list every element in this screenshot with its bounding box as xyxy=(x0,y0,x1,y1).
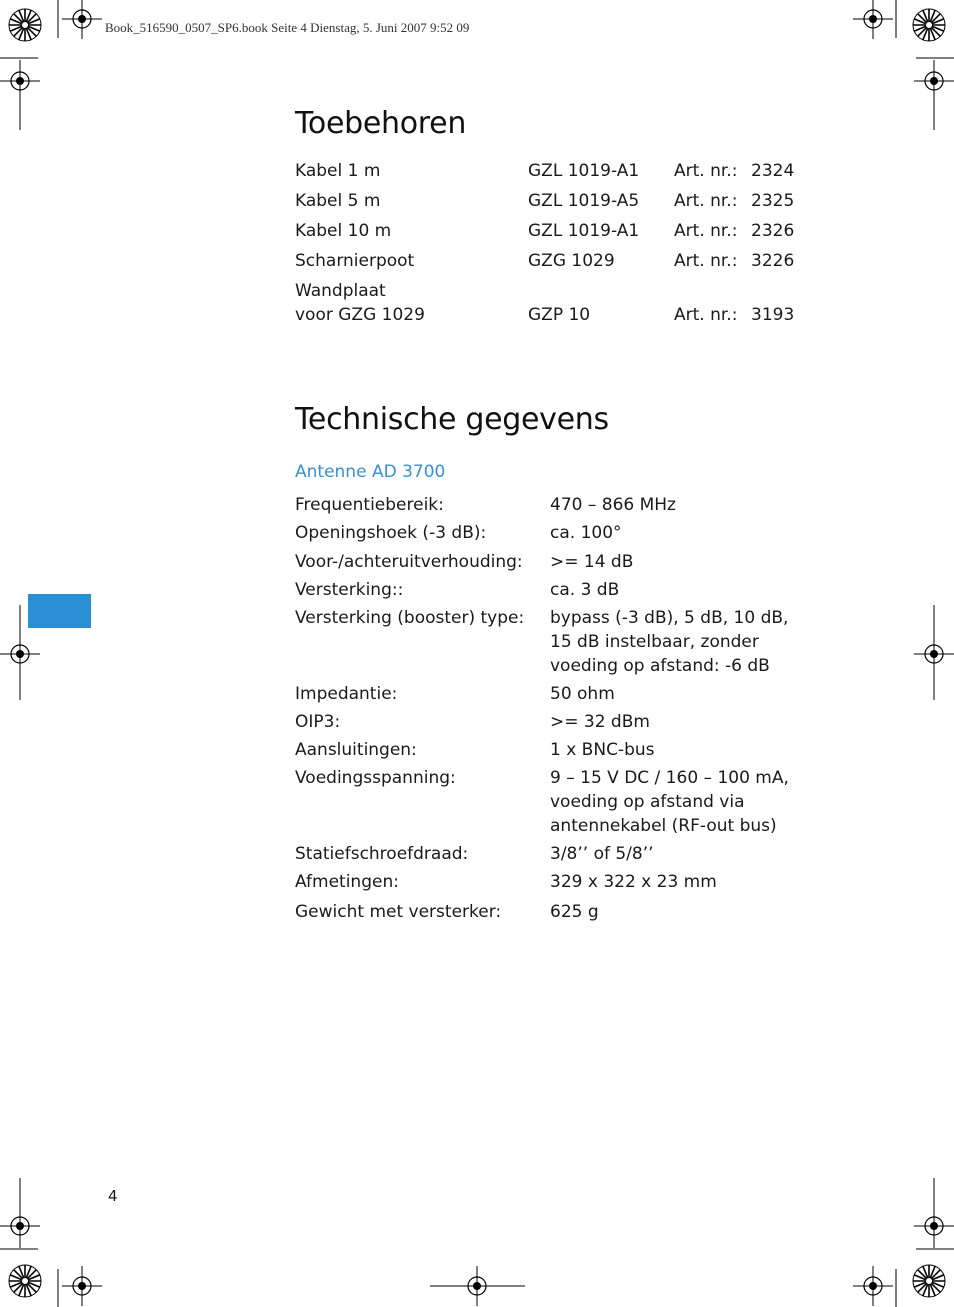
accessory-name-line2: voor GZG 1029 xyxy=(295,305,425,325)
spec-label: Openingshoek (-3 dB): xyxy=(295,523,487,543)
crosshair-mark xyxy=(914,1206,954,1246)
accessories-title: Toebehoren xyxy=(295,106,467,141)
spec-label: Aansluitingen: xyxy=(295,740,417,760)
accessory-name: Scharnierpoot xyxy=(295,251,415,271)
print-header: Book_516590_0507_SP6.book Seite 4 Dienstag, 5. Juni 2007 9:52 09 xyxy=(105,20,470,35)
section-subtitle: Antenne AD 3700 xyxy=(295,462,446,482)
spec-value: >= 14 dB xyxy=(550,552,634,572)
starburst-mark xyxy=(9,9,41,41)
spec-label: Gewicht met versterker: xyxy=(295,902,502,922)
crosshair-mark xyxy=(62,1266,102,1306)
spec-label: Voor-/achteruitverhouding: xyxy=(295,552,523,572)
accessory-name: Kabel 5 m xyxy=(295,191,381,211)
accessory-name: Kabel 10 m xyxy=(295,221,392,241)
crosshair-mark xyxy=(914,634,954,674)
art-label: Art. nr.: xyxy=(674,305,738,325)
art-number: 3226 xyxy=(751,251,795,271)
spec-label: Afmetingen: xyxy=(295,872,399,892)
art-number: 3193 xyxy=(751,305,795,325)
art-label: Art. nr.: xyxy=(674,191,738,211)
art-label: Art. nr.: xyxy=(674,161,738,181)
crosshair-mark xyxy=(0,1206,40,1246)
spec-label: Statiefschroefdraad: xyxy=(295,844,469,864)
spec-value: 9 – 15 V DC / 160 – 100 mA, voeding op afstand via antennekabel (RF-out bus) xyxy=(550,768,789,836)
starburst-mark xyxy=(9,1265,41,1297)
page-number: 4 xyxy=(108,1187,118,1205)
art-number: 2326 xyxy=(751,221,795,241)
spec-label: OIP3: xyxy=(295,712,341,732)
spec-value: 470 – 866 MHz xyxy=(550,495,676,515)
spec-value: 329 x 322 x 23 mm xyxy=(550,872,717,892)
spec-value: 625 g xyxy=(550,902,599,922)
spec-value: >= 32 dBm xyxy=(550,712,650,732)
spec-label: Frequentiebereik: xyxy=(295,495,444,515)
crosshair-mark xyxy=(457,1266,497,1306)
spec-value: ca. 3 dB xyxy=(550,580,620,600)
accessory-code: GZG 1029 xyxy=(528,251,615,271)
spec-label: Versterking (booster) type: xyxy=(295,608,525,628)
art-number: 2324 xyxy=(751,161,795,181)
accessory-code: GZP 10 xyxy=(528,305,591,325)
starburst-mark xyxy=(913,9,945,41)
spec-value: bypass (-3 dB), 5 dB, 10 dB, 15 dB instelbaar, zonder voeding op afstand: -6 dB xyxy=(550,608,789,676)
spec-value: 1 x BNC-bus xyxy=(550,740,655,760)
spec-value: 3/8’’ of 5/8’’ xyxy=(550,844,654,864)
accessory-code: GZL 1019-A1 xyxy=(528,221,640,241)
spec-value: ca. 100° xyxy=(550,523,622,543)
technical-title: Technische gegevens xyxy=(295,402,609,437)
crosshair-mark xyxy=(853,1266,893,1306)
accessory-name: Wandplaat xyxy=(295,281,386,301)
accessory-code: GZL 1019-A5 xyxy=(528,191,640,211)
art-number: 2325 xyxy=(751,191,795,211)
spec-label: Voedingsspanning: xyxy=(295,768,456,788)
spec-label: Impedantie: xyxy=(295,684,398,704)
accessory-code: GZL 1019-A1 xyxy=(528,161,640,181)
crosshair-mark xyxy=(914,61,954,101)
crosshair-mark xyxy=(0,61,40,101)
art-label: Art. nr.: xyxy=(674,221,738,241)
spec-label: Versterking:: xyxy=(295,580,404,600)
crosshair-mark xyxy=(853,0,893,39)
crosshair-mark xyxy=(62,0,102,39)
accessory-name: Kabel 1 m xyxy=(295,161,381,181)
spec-value: 50 ohm xyxy=(550,684,615,704)
art-label: Art. nr.: xyxy=(674,251,738,271)
crosshair-mark xyxy=(0,634,40,674)
starburst-mark xyxy=(913,1265,945,1297)
